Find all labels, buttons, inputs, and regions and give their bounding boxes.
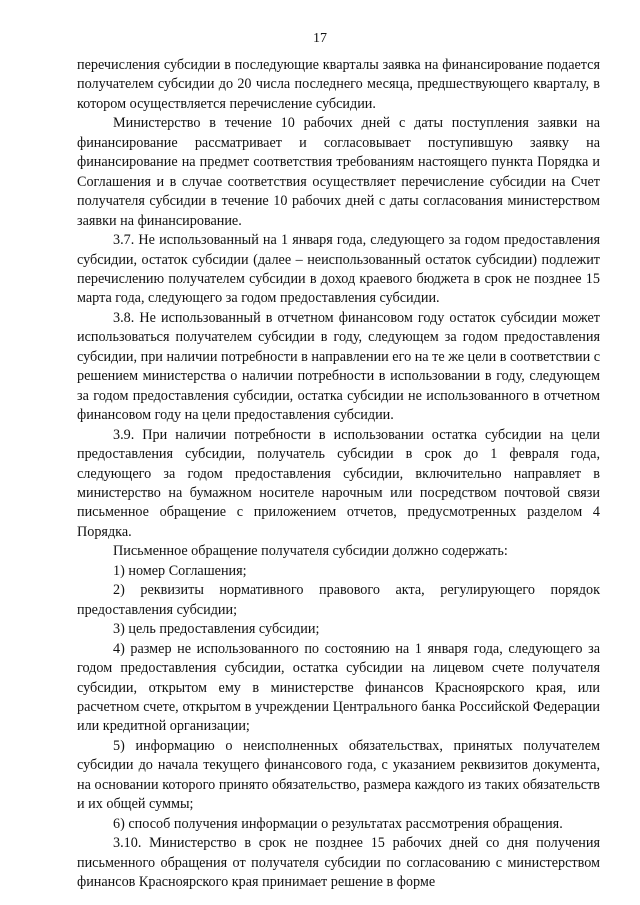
paragraph-3-8: 3.8. Не использованный в отчетном финансовом году остаток субсидии может использоваться получателем субсидии в году, следующем за годом предоставления субсидии, при наличии потребности в направлении его на те же цели в соответствии с решением министерства о наличии потребности в использовании в году, следующем за годом предоставления субсидии, остатка субсидии не использованного в отчетном финансовом году на цели предоставления субсидии.: [77, 309, 601, 424]
paragraph-3-10: 3.10. Министерство в срок не позднее 15 рабочих дней со дня получения письменного обращения от получателя субсидии по согласованию с министерством финансов Красноярского края принимает решение в форме: [77, 835, 600, 891]
paragraph-ministry-review: Министерство в течение 10 рабочих дней с даты поступления заявки на финансирование рассматривает и согласовывает поступившую заявку на финансирование на предмет соответствия требованиям настоящего пункта Порядка и Соглашения и в случае соответствия осуществляет перечисление субсидии на Счет получателя субсидии в течение 10 рабочих дней с даты согласования министерством заявки на финансирование.: [77, 115, 600, 229]
list-item-1: 1) номер Соглашения;: [113, 562, 247, 579]
paragraph-3-9: 3.9. При наличии потребности в использовании остатка субсидии на цели предоставления субсидии, получатель субсидии в срок до 1 февраля года, следующего за годом предоставления субсидии, включительно направляет в министерство на бумажном носителе нарочным или посредством почтовой связи письменное обращение с приложением отчетов, предусмотренных разделом 4 Порядка.: [77, 426, 600, 540]
list-item-5: 5) информацию о неисполненных обязательствах, принятых получателем субсидии до начала текущего финансового года, с указанием реквизитов документа, на основании которого принято обязательство, размера каждого из таких обязательств и их общей суммы;: [77, 737, 600, 813]
page-number: 17: [313, 31, 327, 46]
list-item-2: 2) реквизиты нормативного правового акта, регулирующего порядок предоставления субсидии;: [77, 582, 600, 618]
list-item-4: 4) размер не использованного по состоянию на 1 января года, следующего за годом предоставления субсидии, остатка субсидии на лицевом счете получателя субсидии, открытом ему в министерстве финансов Красноярского края, или расчетном счете, открытом в учреждении Центрального банка Российской Федерации или кредитной организации;: [77, 640, 600, 735]
paragraph-request-contents: Письменное обращение получателя субсидии должно содержать:: [113, 543, 508, 560]
paragraph-subsidy-transfer-request: перечисления субсидии в последующие кварталы заявка на финансирование подается получателем субсидии до 20 числа последнего месяца, предшествующего кварталу, в котором осуществляется перечисление субсидии.: [77, 57, 600, 112]
list-item-3: 3) цель предоставления субсидии;: [113, 621, 320, 638]
paragraph-3-7: 3.7. Не использованный на 1 января года, следующего за годом предоставления субсидии, остаток субсидии (далее – неиспользованный остаток субсидии) подлежит перечислению получателем субсидии в доход краевого бюджета в срок не позднее 15 марта года, следующего за годом предоставления субсидии.: [77, 232, 600, 307]
list-item-6: 6) способ получения информации о результатах рассмотрения обращения.: [113, 815, 563, 832]
